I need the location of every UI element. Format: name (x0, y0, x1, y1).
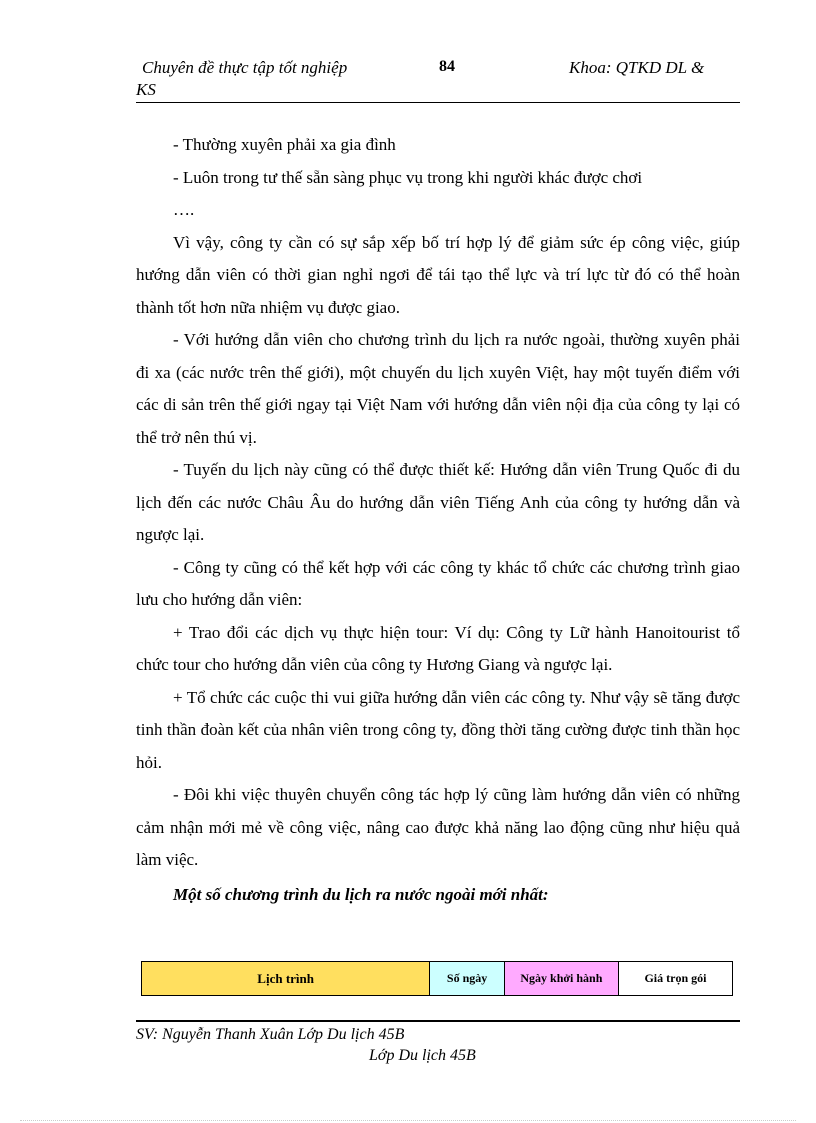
header-faculty: Khoa: QTKD DL & (569, 58, 705, 77)
paragraph: + Trao đổi các dịch vụ thực hiện tour: Ví dụ: Công ty Lữ hành Hanoitourist tổ chức tour cho hướng dẫn viên của công ty Hương Giang và ngược lại. (136, 622, 740, 674)
page-header (136, 58, 740, 102)
header-cell-schedule: Lịch trình (142, 962, 430, 996)
header-cell-days: Số ngày (430, 962, 504, 996)
paragraph: Vì vậy, công ty cần có sự sắp xếp bố trí hợp lý để giảm sức ép công việc, giúp hướng dẫn viên có thời gian nghỉ ngơi để tái tạo thể lực và trí lực từ đó có thể hoàn thành tốt hơn nữa nhiệm vụ được giao. (136, 232, 740, 317)
document-body (136, 129, 740, 911)
footer-student: SV: Nguyễn Thanh Xuân Lớp Du lịch 45B (136, 1026, 405, 1043)
tour-table (141, 961, 733, 996)
page-footer (136, 1024, 740, 1066)
section-heading: Một số chương trình du lịch ra nước ngoài mới nhất: (173, 884, 549, 904)
page-number: 84 (439, 58, 455, 75)
table-header-row (142, 962, 733, 996)
paragraph: + Tổ chức các cuộc thi vui giữa hướng dẫn viên các công ty. Như vậy sẽ tăng được tinh thần đoàn kết của nhân viên trong công ty, đồng thời tăng cường được tinh thần học hỏi. (136, 687, 740, 772)
header-title: Chuyên đề thực tập tốt nghiệp (142, 58, 348, 77)
paragraph: - Thường xuyên phải xa gia đình (173, 135, 396, 154)
footer-divider (136, 1020, 740, 1022)
paragraph: - Luôn trong tư thế sẵn sàng phục vụ trong khi người khác được chơi (173, 167, 643, 187)
paragraph: …. (173, 200, 195, 219)
paragraph: - Đôi khi việc thuyên chuyển công tác hợp lý cũng làm hướng dẫn viên có những cảm nhận mới mẻ về công việc, nâng cao được khả năng lao động cũng như hiệu quả làm việc. (136, 785, 740, 869)
paragraph: - Công ty cũng có thể kết hợp với các công ty khác tổ chức các chương trình giao lưu cho hướng dẫn viên: (136, 557, 740, 609)
page-edge-divider (20, 1120, 796, 1121)
paragraph: - Với hướng dẫn viên cho chương trình du lịch ra nước ngoài, thường xuyên phải đi xa (các nước trên thế giới), một chuyến du lịch xuyên Việt, hay một tuyến điểm với các di sản trên thế giới ngay tại Việt Nam với hướng dẫn viên nội địa của công ty lại có thể trở nên thú vị. (136, 330, 740, 447)
header-faculty-continued: KS (136, 80, 156, 99)
header-divider (136, 102, 740, 103)
paragraph: - Tuyến du lịch này cũng có thể được thiết kế: Hướng dẫn viên Trung Quốc đi du lịch đến các nước Châu Âu do hướng dẫn viên Tiếng Anh của công ty hướng dẫn và ngược lại. (136, 460, 740, 544)
header-cell-price: Giá trọn gói (618, 962, 732, 996)
footer-class: Lớp Du lịch 45B (369, 1047, 476, 1064)
header-cell-departure: Ngày khởi hành (504, 962, 618, 996)
